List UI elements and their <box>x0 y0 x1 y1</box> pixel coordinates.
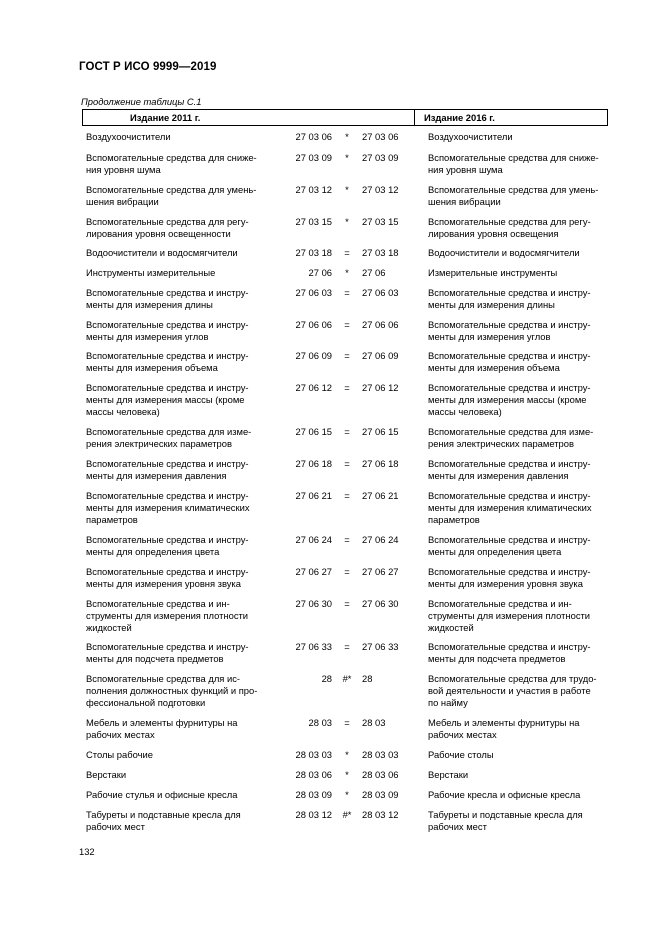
row-code-2011: 27 03 18 <box>295 247 332 258</box>
row-name-2016: Вспомогательные средства для умень- шения вибрации <box>428 184 599 207</box>
row-name-2016: Вспомогательные средства и инстру- менты для измерения уровня звука <box>428 566 591 589</box>
row-name-2016: Воздухоочистители <box>428 131 513 142</box>
row-name-2016: Верстаки <box>428 769 469 780</box>
row-name-2011: Инструменты измерительные <box>86 267 216 278</box>
column-header-2016: Издание 2016 г. <box>424 112 495 123</box>
row-name-2016: Вспомогательные средства и ин- струменты для измерения плотности жидкостей <box>428 598 591 633</box>
row-code-2011: 27 03 12 <box>295 184 332 195</box>
row-code-2011: 27 06 21 <box>295 490 332 501</box>
row-relation: = <box>344 382 350 393</box>
row-name-2016: Вспомогательные средства и инстру- менты для измерения давления <box>428 458 591 481</box>
row-name-2011: Вспомогательные средства и инстру- менты для измерения массы (кроме массы человека) <box>86 382 249 417</box>
row-code-2016: 27 06 03 <box>362 287 399 298</box>
row-name-2016: Рабочие столы <box>428 749 494 760</box>
row-code-2016: 27 06 30 <box>362 598 399 609</box>
row-code-2016: 28 <box>362 673 373 684</box>
row-name-2016: Вспомогательные средства для изме- рения электрических параметров <box>428 426 594 449</box>
table-caption: Продолжение таблицы С.1 <box>81 96 202 107</box>
row-name-2011: Воздухоочистители <box>86 131 171 142</box>
row-code-2011: 27 06 18 <box>295 458 332 469</box>
row-name-2016: Табуреты и подставные кресла для рабочих мест <box>428 809 583 832</box>
row-relation: = <box>344 319 350 330</box>
row-name-2011: Мебель и элементы фурнитуры на рабочих местах <box>86 717 238 740</box>
row-code-2011: 27 03 15 <box>295 216 332 227</box>
row-code-2011: 28 03 06 <box>295 769 332 780</box>
document-title: ГОСТ Р ИСО 9999—2019 <box>79 61 217 73</box>
row-code-2011: 27 06 03 <box>295 287 332 298</box>
row-code-2016: 27 06 18 <box>362 458 399 469</box>
row-name-2016: Вспомогательные средства и инстру- менты для измерения климатических параметров <box>428 490 592 525</box>
row-code-2016: 28 03 09 <box>362 789 399 800</box>
row-code-2016: 28 03 06 <box>362 769 399 780</box>
row-code-2016: 27 06 24 <box>362 534 399 545</box>
row-code-2011: 28 03 09 <box>295 789 332 800</box>
row-name-2011: Вспомогательные средства для сниже- ния уровня шума <box>86 152 257 175</box>
row-relation: = <box>344 458 350 469</box>
row-name-2011: Верстаки <box>86 769 127 780</box>
row-relation: #* <box>342 809 352 820</box>
row-relation: = <box>344 641 350 652</box>
row-name-2011: Вспомогательные средства и инстру- менты для измерения углов <box>86 319 249 342</box>
row-name-2016: Вспомогательные средства для регу- лирования уровня освещения <box>428 216 591 239</box>
row-relation: * <box>345 216 349 227</box>
row-code-2011: 27 06 33 <box>295 641 332 652</box>
row-name-2011: Вспомогательные средства и инстру- менты для определения цвета <box>86 534 249 557</box>
row-relation: * <box>345 267 349 278</box>
row-code-2011: 27 06 15 <box>295 426 332 437</box>
row-code-2016: 28 03 <box>362 717 386 728</box>
row-name-2011: Вспомогательные средства и инстру- менты для измерения объема <box>86 350 249 373</box>
row-name-2011: Вспомогательные средства и инстру- менты для подсчета предметов <box>86 641 249 664</box>
row-code-2016: 27 06 12 <box>362 382 399 393</box>
row-code-2016: 27 06 15 <box>362 426 399 437</box>
row-code-2011: 27 06 30 <box>295 598 332 609</box>
row-relation: = <box>344 598 350 609</box>
row-code-2016: 27 03 15 <box>362 216 399 227</box>
row-relation: * <box>345 152 349 163</box>
column-header-2011: Издание 2011 г. <box>130 112 201 123</box>
row-name-2011: Вспомогательные средства и инстру- менты для измерения длины <box>86 287 249 310</box>
row-relation: * <box>345 789 349 800</box>
row-name-2011: Вспомогательные средства для ис- полнения должностных функций и про- фессиональной подготовки <box>86 673 258 708</box>
row-name-2011: Вспомогательные средства и инстру- менты для измерения климатических параметров <box>86 490 250 525</box>
row-name-2016: Рабочие кресла и офисные кресла <box>428 789 581 800</box>
row-name-2016: Вспомогательные средства для трудо- вой деятельности и участия в работе по найму <box>428 673 597 708</box>
row-code-2016: 27 06 27 <box>362 566 399 577</box>
row-code-2016: 28 03 12 <box>362 809 399 820</box>
row-code-2016: 27 03 12 <box>362 184 399 195</box>
row-relation: = <box>344 717 350 728</box>
row-name-2016: Измерительные инструменты <box>428 267 558 278</box>
row-code-2016: 27 06 09 <box>362 350 399 361</box>
row-relation: * <box>345 769 349 780</box>
row-code-2016: 27 03 06 <box>362 131 399 142</box>
row-code-2016: 27 03 18 <box>362 247 399 258</box>
row-name-2011: Вспомогательные средства для умень- шения вибрации <box>86 184 257 207</box>
row-name-2011: Рабочие стулья и офисные кресла <box>86 789 238 800</box>
row-code-2011: 27 06 09 <box>295 350 332 361</box>
page-number: 132 <box>79 846 95 857</box>
row-code-2011: 27 03 06 <box>295 131 332 142</box>
row-name-2016: Вспомогательные средства и инстру- менты для определения цвета <box>428 534 591 557</box>
row-code-2011: 27 06 27 <box>295 566 332 577</box>
row-name-2011: Водоочистители и водосмягчители <box>86 247 238 258</box>
row-relation: * <box>345 131 349 142</box>
row-name-2016: Вспомогательные средства и инстру- менты для измерения длины <box>428 287 591 310</box>
row-name-2011: Вспомогательные средства и инстру- менты для измерения давления <box>86 458 249 481</box>
row-name-2016: Мебель и элементы фурнитуры на рабочих местах <box>428 717 580 740</box>
row-code-2016: 27 06 33 <box>362 641 399 652</box>
row-relation: = <box>344 350 350 361</box>
row-code-2016: 27 03 09 <box>362 152 399 163</box>
row-name-2016: Вспомогательные средства и инстру- менты для подсчета предметов <box>428 641 591 664</box>
row-relation: * <box>345 749 349 760</box>
row-name-2016: Вспомогательные средства для сниже- ния уровня шума <box>428 152 599 175</box>
row-relation: = <box>344 247 350 258</box>
row-name-2016: Водоочистители и водосмягчители <box>428 247 580 258</box>
row-code-2011: 28 03 <box>308 717 332 728</box>
row-relation: = <box>344 287 350 298</box>
row-code-2011: 27 03 09 <box>295 152 332 163</box>
row-name-2011: Вспомогательные средства для изме- рения электрических параметров <box>86 426 252 449</box>
row-name-2016: Вспомогательные средства и инстру- менты для измерения массы (кроме массы человека) <box>428 382 591 417</box>
row-relation: #* <box>342 673 352 684</box>
row-code-2011: 28 03 03 <box>295 749 332 760</box>
row-code-2011: 27 06 24 <box>295 534 332 545</box>
row-code-2016: 27 06 21 <box>362 490 399 501</box>
row-code-2011: 27 06 <box>308 267 332 278</box>
table-header <box>82 109 608 126</box>
row-code-2016: 27 06 06 <box>362 319 399 330</box>
row-code-2011: 28 <box>321 673 332 684</box>
row-name-2011: Вспомогательные средства и инстру- менты для измерения уровня звука <box>86 566 249 589</box>
row-name-2016: Вспомогательные средства и инстру- менты для измерения объема <box>428 350 591 373</box>
row-code-2011: 28 03 12 <box>295 809 332 820</box>
row-relation: = <box>344 566 350 577</box>
row-name-2011: Столы рабочие <box>86 749 153 760</box>
header-divider <box>414 110 415 125</box>
row-name-2011: Вспомогательные средства и ин- струменты для измерения плотности жидкостей <box>86 598 249 633</box>
row-code-2016: 27 06 <box>362 267 386 278</box>
row-name-2016: Вспомогательные средства и инстру- менты для измерения углов <box>428 319 591 342</box>
row-code-2011: 27 06 12 <box>295 382 332 393</box>
row-relation: = <box>344 490 350 501</box>
row-code-2011: 27 06 06 <box>295 319 332 330</box>
row-relation: = <box>344 426 350 437</box>
row-name-2011: Вспомогательные средства для регу- лирования уровня освещенности <box>86 216 249 239</box>
row-relation: * <box>345 184 349 195</box>
row-relation: = <box>344 534 350 545</box>
row-name-2011: Табуреты и подставные кресла для рабочих мест <box>86 809 241 832</box>
row-code-2016: 28 03 03 <box>362 749 399 760</box>
